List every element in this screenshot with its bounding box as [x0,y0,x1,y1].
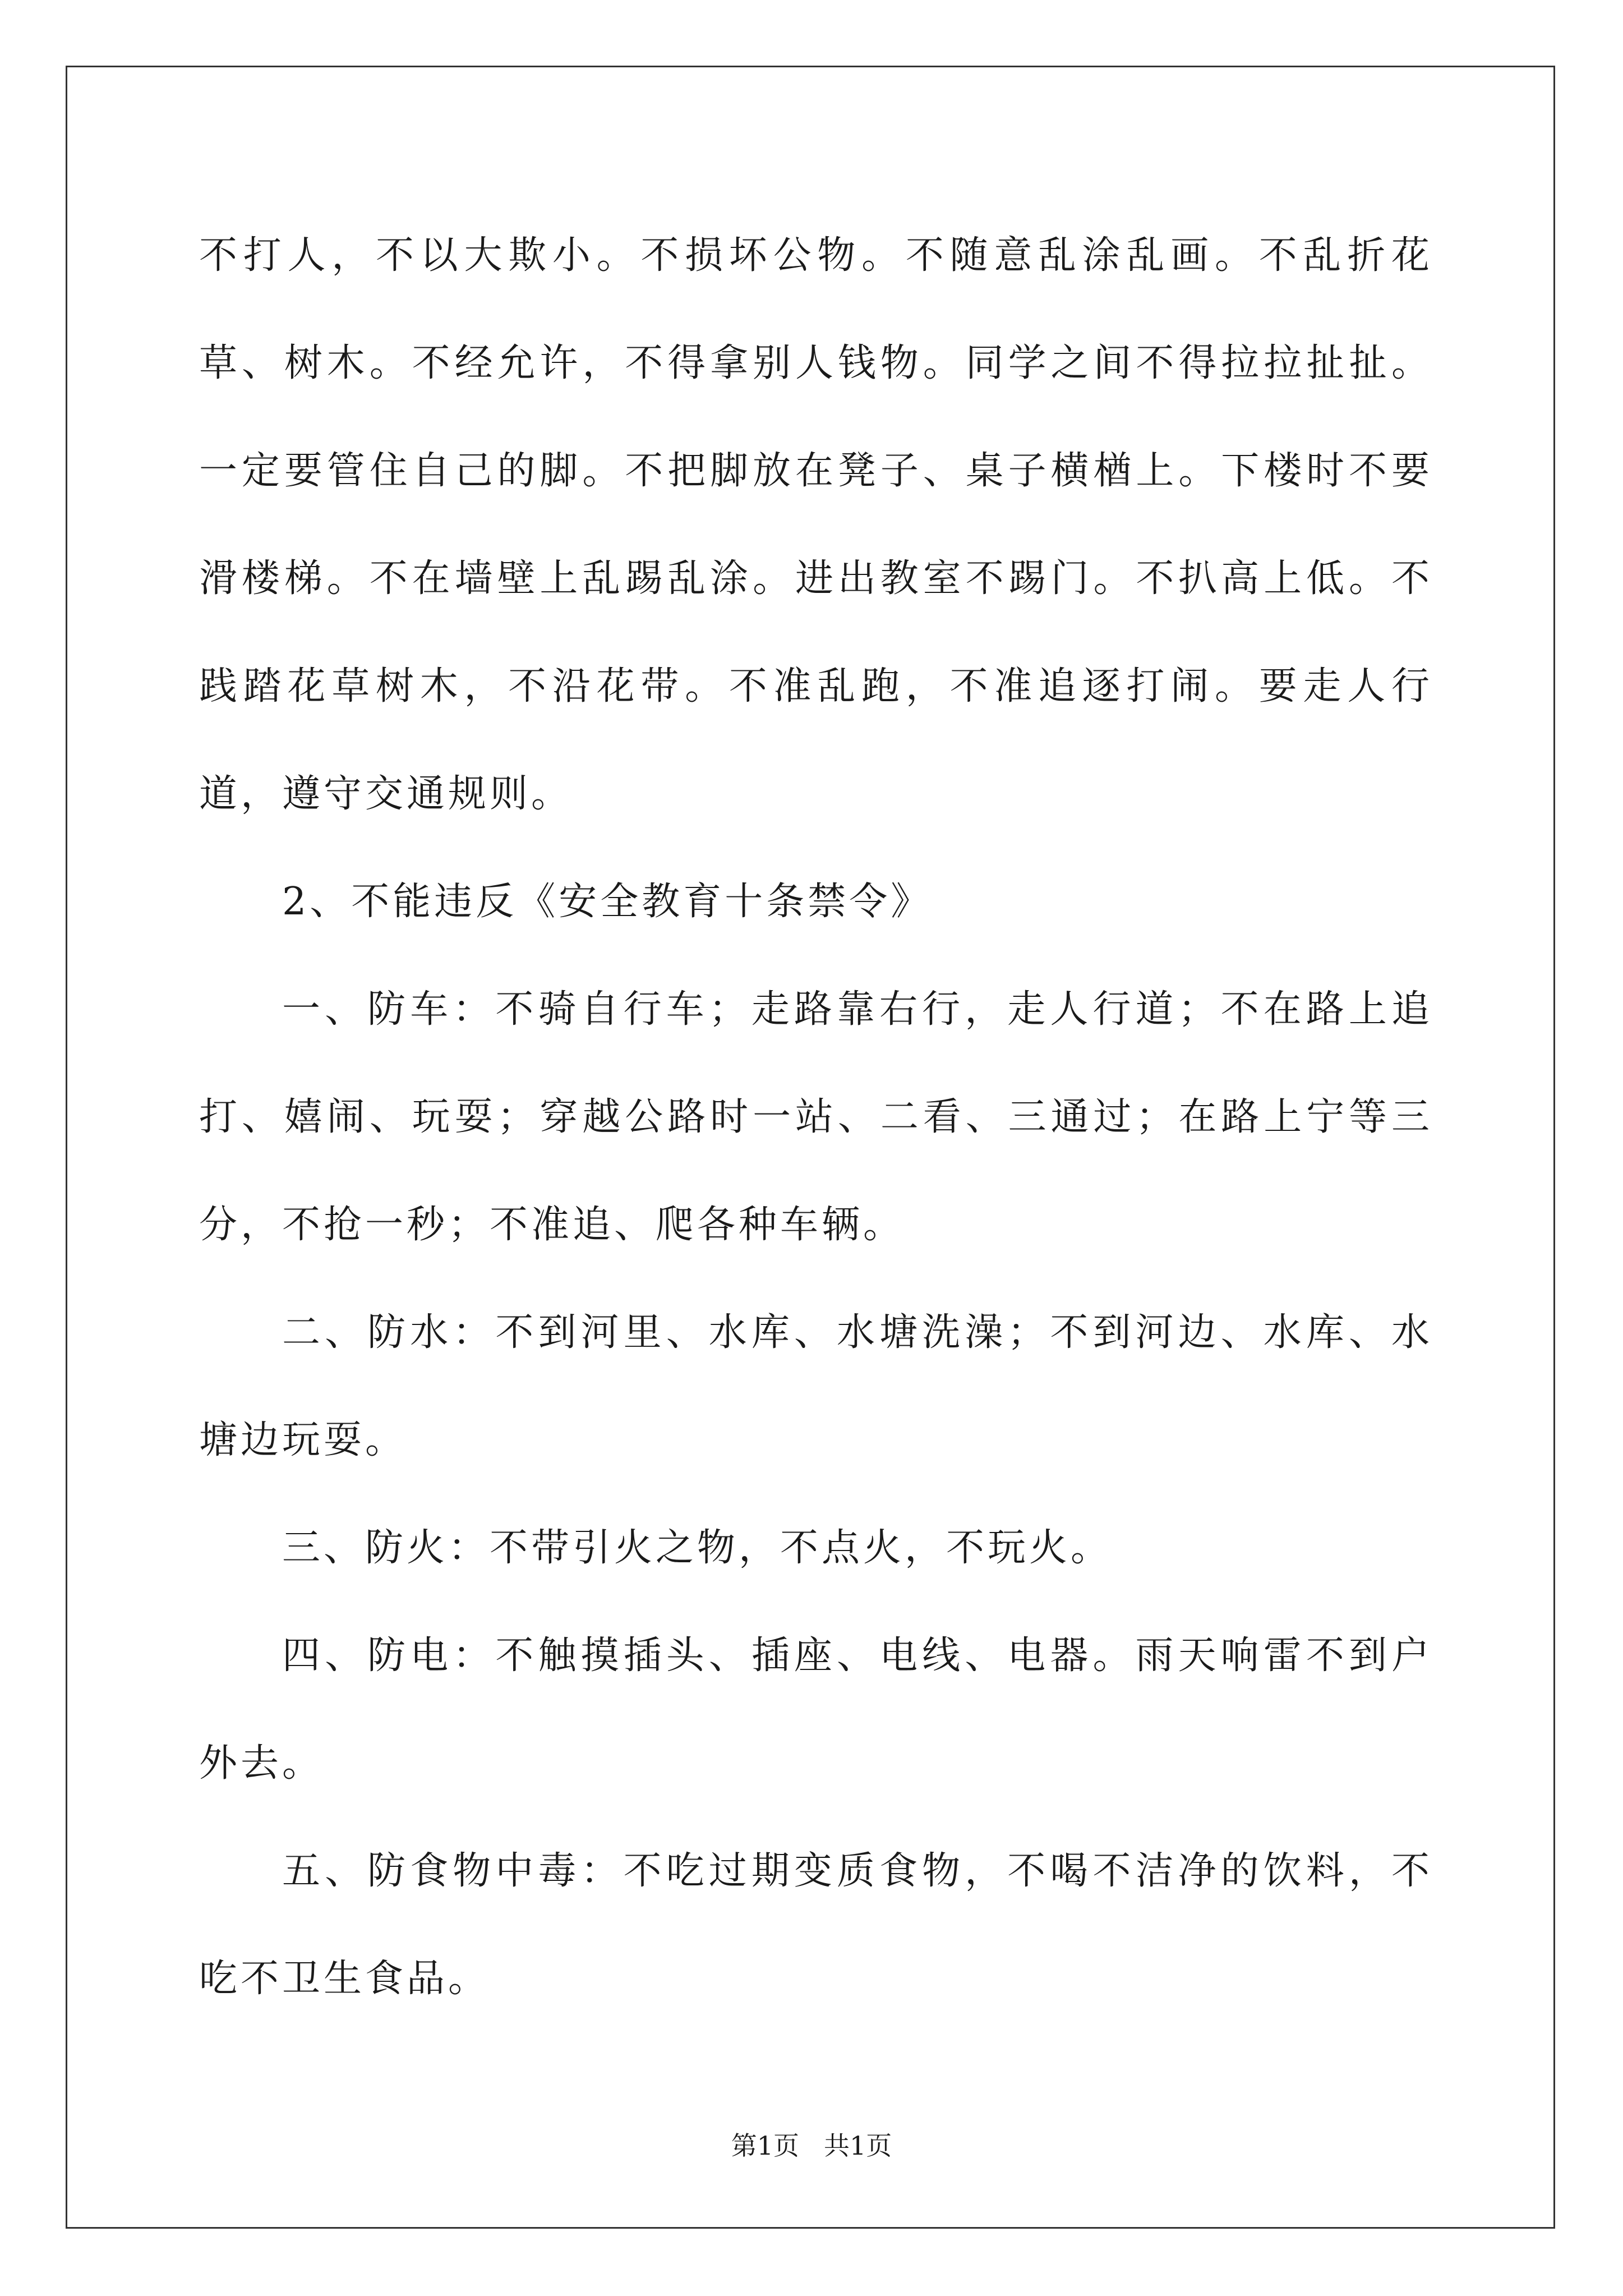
paragraph-food-safety: 五、防食物中毒：不吃过期变质食物，不喝不洁净的饮料，不吃不卫生食品。 [199,1849,1433,2001]
paragraph-water-safety: 二、防水：不到河里、水库、水塘洗澡；不到河边、水库、水塘边玩耍。 [199,1310,1433,1462]
paragraph-electric-safety: 四、防电：不触摸插头、插座、电线、电器。雨天响雷不到户外去。 [199,1634,1433,1786]
paragraph-conduct-rules: 不打人，不以大欺小。不损坏公物。不随意乱涂乱画。不乱折花草、树木。不经允许，不得拿别人钱物。同学之间不得拉拉扯扯。一定要管住自己的脚。不把脚放在凳子、桌子横楢上。下楼时不要滑楼梯。不在墙壁上乱踢乱涂。进出教室不踢门。不扒高上低。不践踏花草树木，不沿花带。不准乱跑，不准追逐打闹。要走人行道，遵守交通规则。 [199,233,1433,816]
page-total: 共1页 [824,2131,892,2161]
page-footer [0,2129,1623,2162]
paragraph-fire-safety: 三、防火：不带引火之物，不点火，不玩火。 [282,1526,1113,1570]
page-number: 第1页 [731,2131,799,2161]
paragraph-section-heading: 2、不能违反《安全教育十条禁令》 [282,880,933,924]
paragraph-vehicle-safety: 一、防车：不骑自行车；走路靠右行，走人行道；不在路上追打、嬉闹、玩耍；穿越公路时一站、二看、三通过；在路上宁等三分，不抢一秒；不准追、爬各种车辆。 [199,987,1433,1247]
document-body [199,202,1433,2033]
